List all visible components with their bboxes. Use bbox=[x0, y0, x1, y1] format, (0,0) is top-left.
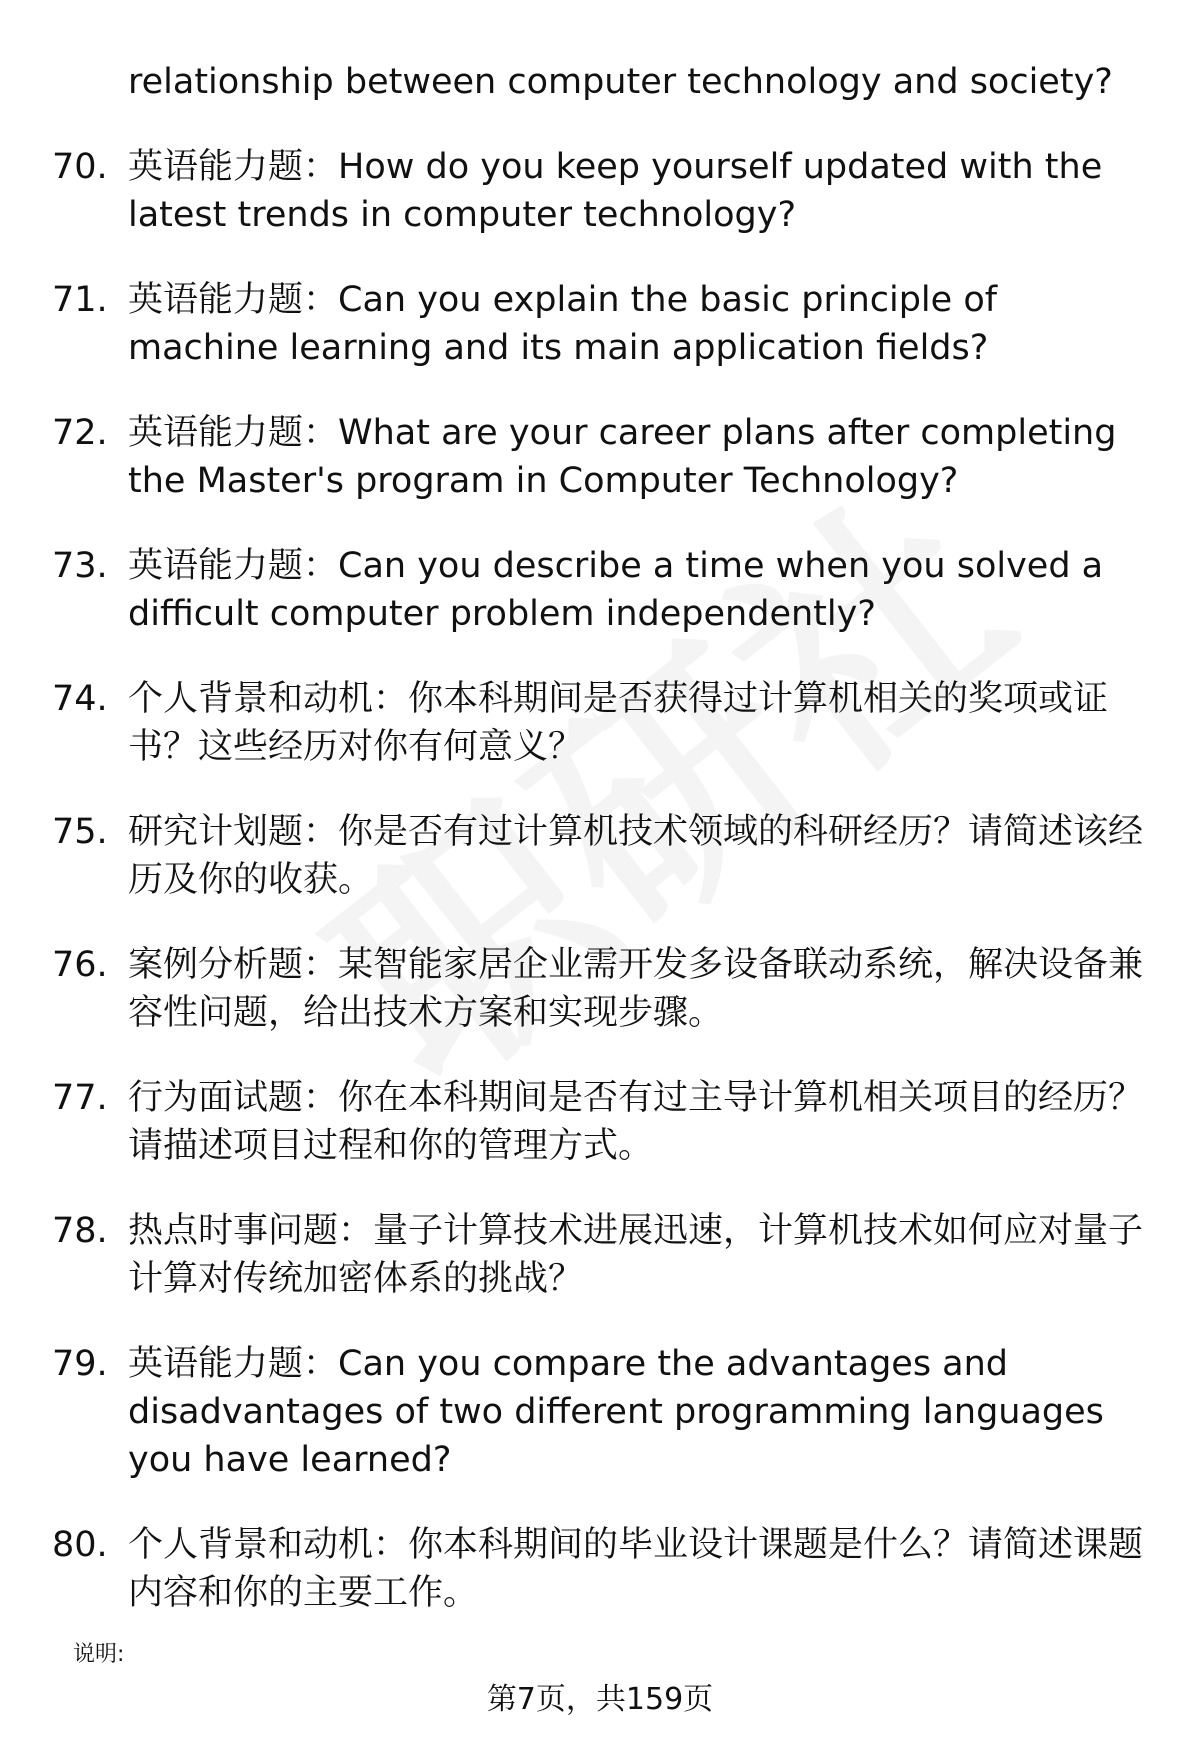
continued-question-text: relationship between computer technology and society? bbox=[128, 62, 1113, 102]
question-item bbox=[0, 1521, 1146, 1617]
question-item bbox=[0, 1074, 1146, 1170]
question-number: 73. bbox=[52, 546, 108, 586]
page-footer: 第7页，共159页 bbox=[486, 1682, 714, 1717]
question-text: 研究计划题：你是否有过计算机技术领域的科研经历？请简述该经历及你的收获。 bbox=[128, 812, 1144, 900]
question-number: 76. bbox=[52, 945, 108, 985]
question-number: 75. bbox=[52, 812, 108, 852]
question-number: 72. bbox=[52, 413, 108, 453]
question-item bbox=[0, 1340, 1146, 1484]
question-item bbox=[0, 143, 1146, 239]
question-text: 个人背景和动机：你本科期间的毕业设计课题是什么？请简述课题内容和你的主要工作。 bbox=[128, 1525, 1144, 1613]
question-number: 79. bbox=[52, 1344, 108, 1384]
note-label: 说明: bbox=[73, 1642, 125, 1667]
question-text: 热点时事问题：量子计算技术进展迅速，计算机技术如何应对量子计算对传统加密体系的挑战？ bbox=[128, 1211, 1144, 1299]
question-item bbox=[0, 409, 1146, 505]
question-item bbox=[0, 808, 1146, 904]
question-list bbox=[0, 143, 1200, 1654]
question-number: 80. bbox=[52, 1525, 108, 1565]
question-text: 英语能力题：How do you keep yourself updated with the latest trends in computer technology? bbox=[128, 147, 1103, 235]
question-item bbox=[0, 941, 1146, 1037]
question-text: 英语能力题：Can you explain the basic principle of machine learning and its main application fields? bbox=[128, 280, 998, 368]
question-text: 英语能力题：What are your career plans after completing the Master's program in Computer Technology? bbox=[128, 413, 1117, 501]
question-item bbox=[0, 1207, 1146, 1303]
question-item bbox=[0, 675, 1146, 771]
question-text: 英语能力题：Can you describe a time when you solved a difficult computer problem independently? bbox=[128, 546, 1104, 634]
question-number: 78. bbox=[52, 1211, 108, 1251]
question-text: 案例分析题：某智能家居企业需开发多设备联动系统，解决设备兼容性问题，给出技术方案和实现步骤。 bbox=[128, 945, 1144, 1033]
question-item bbox=[0, 542, 1146, 638]
question-number: 77. bbox=[52, 1078, 108, 1118]
question-text: 个人背景和动机：你本科期间是否获得过计算机相关的奖项或证书？这些经历对你有何意义？ bbox=[128, 679, 1109, 767]
question-number: 74. bbox=[52, 679, 108, 719]
question-text: 行为面试题：你在本科期间是否有过主导计算机相关项目的经历？请描述项目过程和你的管理方式。 bbox=[128, 1078, 1144, 1166]
question-item bbox=[0, 276, 1146, 372]
question-number: 70. bbox=[52, 147, 108, 187]
question-number: 71. bbox=[52, 280, 108, 320]
question-text: 英语能力题：Can you compare the advantages and disadvantages of two different programming languages you have learned? bbox=[128, 1344, 1104, 1480]
